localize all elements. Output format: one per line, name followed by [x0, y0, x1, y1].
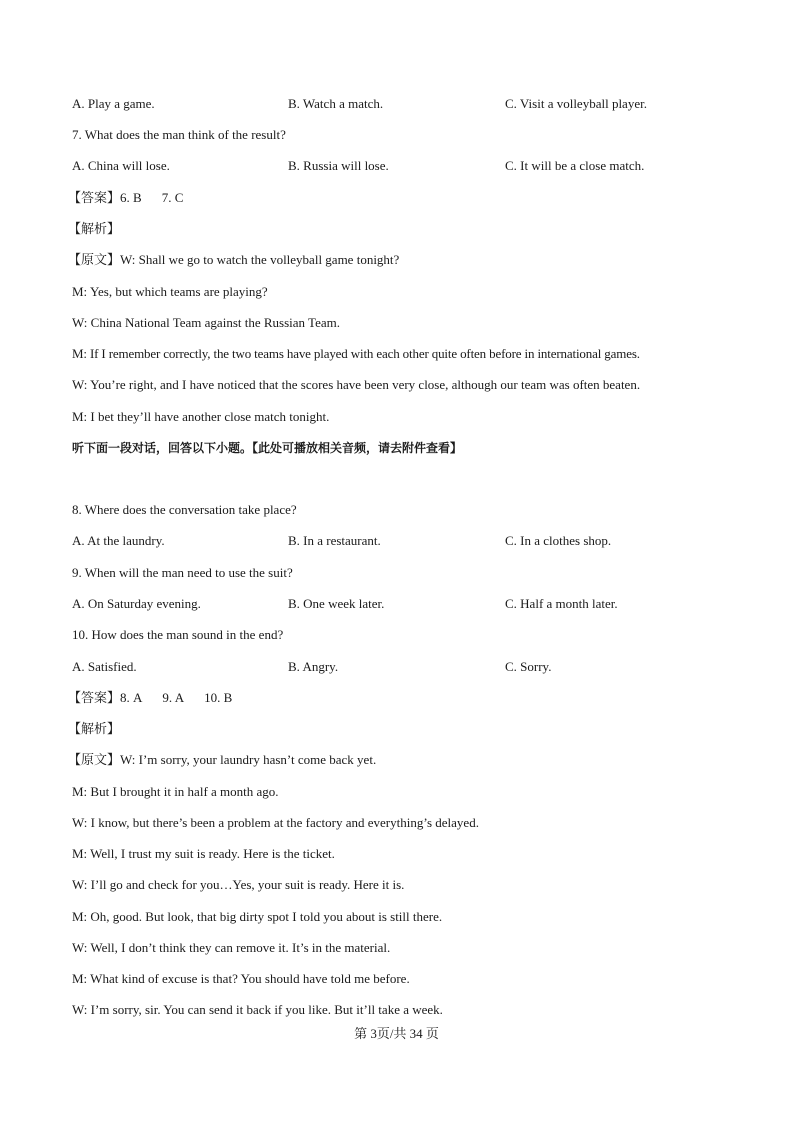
answer-item: 6. B: [120, 190, 142, 205]
question-8: 8. Where does the conversation take place?: [72, 502, 297, 517]
option-c: C. Sorry.: [505, 659, 552, 674]
option-a: A. Satisfied.: [72, 659, 137, 674]
script-line: M: Well, I trust my suit is ready. Here is the ticket.: [72, 846, 335, 861]
q6-options: [72, 96, 732, 112]
page-number-footer: 第 3页/共 34 页: [354, 1026, 439, 1041]
script-line: 【原文】W: Shall we go to watch the volleyball game tonight?: [68, 252, 400, 267]
answer-tag: 【答案】: [68, 190, 121, 205]
answer-item: 8. A: [120, 690, 143, 705]
option-b: B. Watch a match.: [288, 96, 384, 111]
answer-item: 9. A: [162, 690, 185, 705]
script-line: W: I’ll go and check for you…Yes, your suit is ready. Here it is.: [72, 877, 405, 892]
option-b: B. In a restaurant.: [288, 533, 381, 548]
question-7: 7. What does the man think of the result?: [72, 127, 286, 142]
option-b: B. One week later.: [288, 596, 385, 611]
q10-options: [72, 659, 732, 675]
question-10: 10. How does the man sound in the end?: [72, 627, 284, 642]
script-line: M: What kind of excuse is that? You should have told me before.: [72, 971, 410, 986]
option-c: C. Visit a volleyball player.: [505, 96, 647, 111]
option-c: C. Half a month later.: [505, 596, 618, 611]
script-line: M: If I remember correctly, the two teams have played with each other quite often before in international games.: [72, 346, 640, 361]
answer-line-1: [68, 190, 203, 206]
question-9: 9. When will the man need to use the suit?: [72, 565, 293, 580]
option-c: C. In a clothes shop.: [505, 533, 612, 548]
answer-item: 10. B: [204, 690, 233, 705]
q9-options: [72, 596, 732, 612]
option-a: A. At the laundry.: [72, 533, 165, 548]
option-b: B. Russia will lose.: [288, 158, 389, 173]
script-line: W: I know, but there’s been a problem at the factory and everything’s delayed.: [72, 815, 479, 830]
option-b: B. Angry.: [288, 659, 339, 674]
analysis-label-2: 【解析】: [68, 721, 121, 736]
script-line: W: China National Team against the Russian Team.: [72, 315, 340, 330]
answer-tag: 【答案】: [68, 690, 121, 705]
script-line: W: You’re right, and I have noticed that the scores have been very close, although our team was often beaten.: [72, 377, 641, 392]
q8-options: [72, 533, 732, 549]
answer-line-2: [68, 690, 252, 706]
script-line: M: I bet they’ll have another close match tonight.: [72, 409, 330, 424]
script-line: W: Well, I don’t think they can remove it. It’s in the material.: [72, 940, 391, 955]
answer-item: 7. C: [161, 190, 184, 205]
q7-options: [72, 158, 732, 174]
option-c: C. It will be a close match.: [505, 158, 645, 173]
option-a: A. China will lose.: [72, 158, 170, 173]
option-a: A. Play a game.: [72, 96, 155, 111]
script-line: M: Yes, but which teams are playing?: [72, 284, 268, 299]
analysis-label-1: 【解析】: [68, 221, 121, 236]
script-line: W: I’m sorry, sir. You can send it back if you like. But it’ll take a week.: [72, 1002, 443, 1017]
script-line: 【原文】W: I’m sorry, your laundry hasn’t come back yet.: [68, 752, 377, 767]
script-line: M: Oh, good. But look, that big dirty spot I told you about is still there.: [72, 909, 443, 924]
option-a: A. On Saturday evening.: [72, 596, 201, 611]
script-line: M: But I brought it in half a month ago.: [72, 784, 279, 799]
listening-instruction: 听下面一段对话，回答以下小题。【此处可播放相关音频，请去附件查看】: [72, 441, 463, 455]
